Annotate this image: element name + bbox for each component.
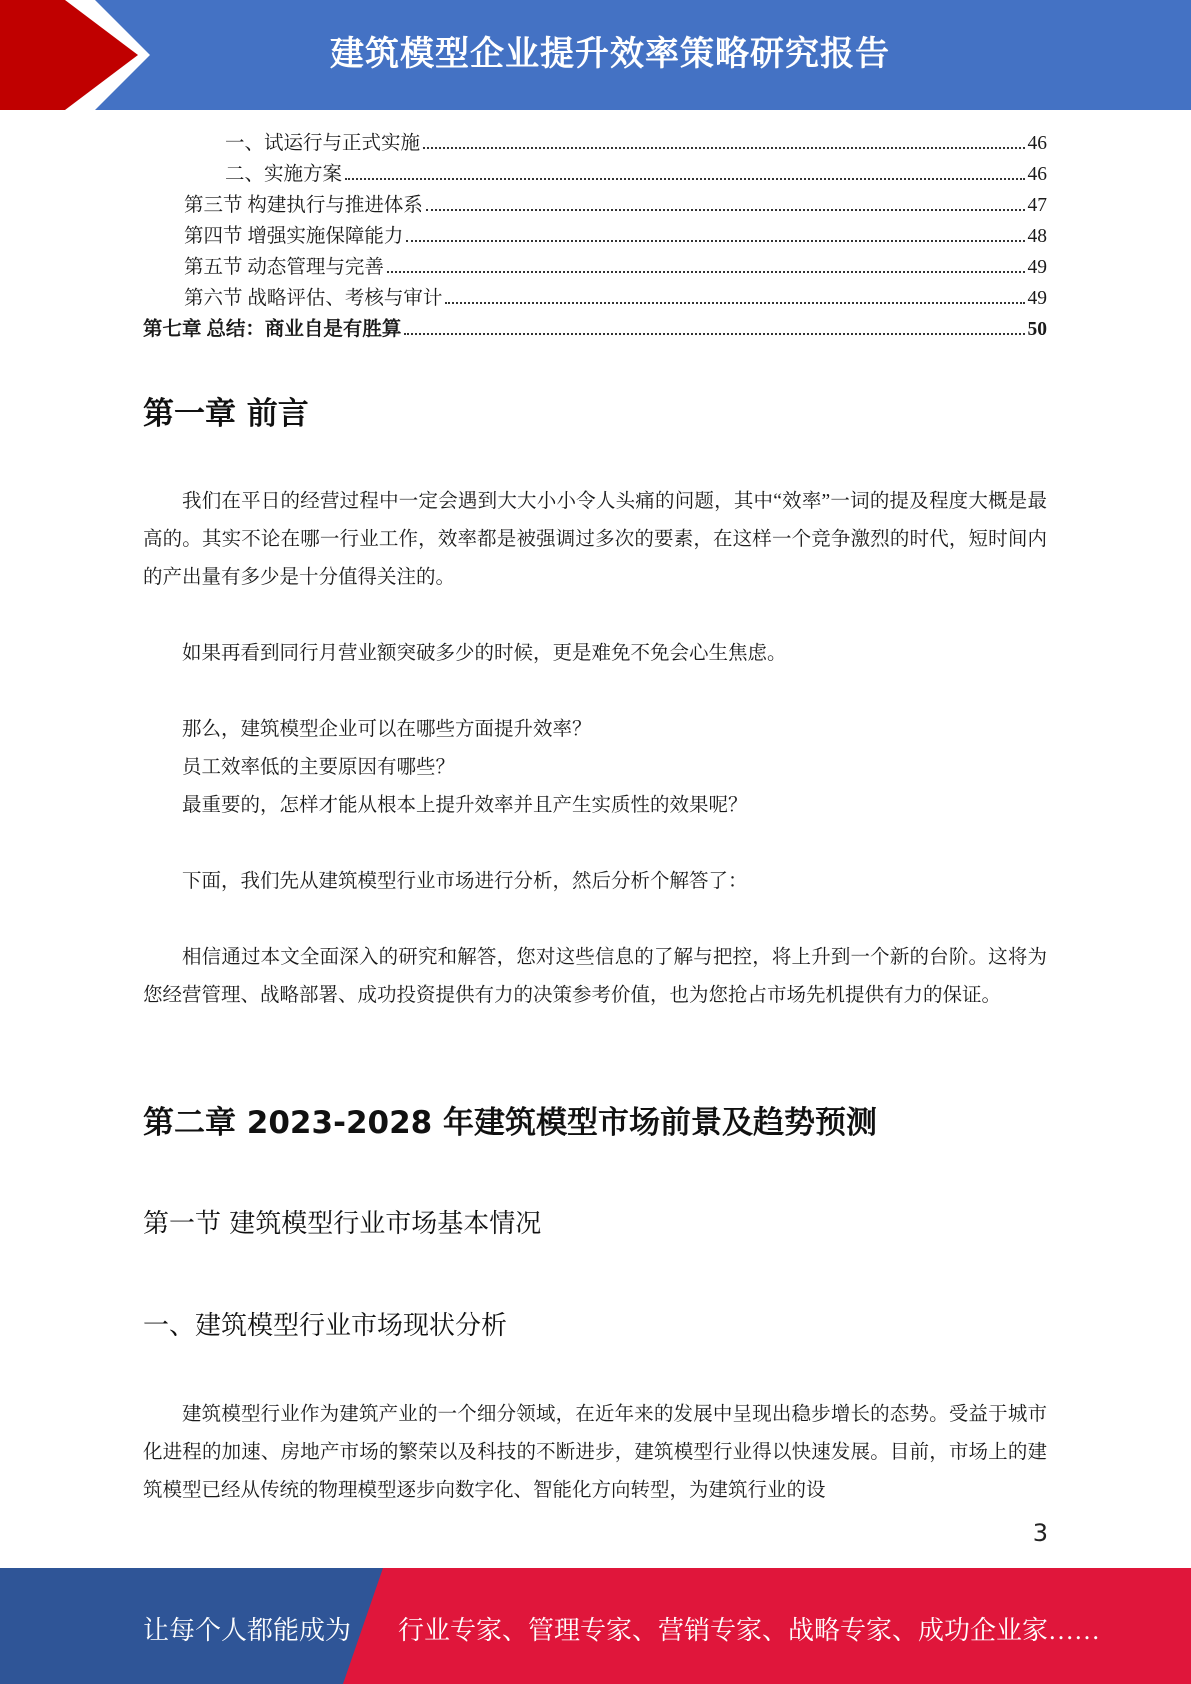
toc-leader-dots xyxy=(387,271,1025,273)
question-line: 员工效率低的主要原因有哪些？ xyxy=(182,757,456,778)
toc-entry-title: 第六节 战略评估、考核与审计 xyxy=(184,288,443,309)
toc-entry-page: 49 xyxy=(1027,288,1047,309)
footer-banner xyxy=(0,1568,1191,1684)
footer-slogan-right: 行业专家、管理专家、营销专家、战略专家、成功企业家…… xyxy=(398,1616,1101,1645)
chapter-heading: 第二章 2023-2028 年建筑模型市场前景及趋势预测 xyxy=(143,1105,878,1141)
toc-entry-title: 第四节 增强实施保障能力 xyxy=(184,226,404,247)
toc-leader-dots xyxy=(423,147,1024,149)
toc-entry-chapter[interactable] xyxy=(143,314,1047,345)
toc-leader-dots xyxy=(404,333,1024,335)
body-paragraph xyxy=(143,863,1047,901)
header-banner xyxy=(0,0,1191,110)
toc-entry[interactable] xyxy=(143,190,1047,221)
question-list xyxy=(143,711,1047,825)
body-paragraph xyxy=(143,939,1047,1015)
paragraph-text: 相信通过本文全面深入的研究和解答，您对这些信息的了解与把控，将上升到一个新的台阶。这将为您经营管理、战略部署、成功投资提供有力的决策参考价值，也为您抢占市场先机提供有力的保证。 xyxy=(143,947,1047,1006)
toc-entry-page: 46 xyxy=(1027,164,1047,185)
toc-entry-title: 第三节 构建执行与推进体系 xyxy=(184,195,423,216)
toc-entry[interactable] xyxy=(143,221,1047,252)
report-title: 建筑模型企业提升效率策略研究报告 xyxy=(330,34,890,74)
toc-entry-page: 49 xyxy=(1027,257,1047,278)
toc-entry[interactable] xyxy=(143,283,1047,314)
paragraph-text: 如果再看到同行月营业额突破多少的时候，更是难免不免会心生焦虑。 xyxy=(182,643,787,664)
paragraph-text: 下面，我们先从建筑模型行业市场进行分析，然后分析个解答了： xyxy=(182,871,748,892)
toc-entry-title: 第五节 动态管理与完善 xyxy=(184,257,384,278)
toc-entry-page: 46 xyxy=(1027,133,1047,154)
header-arrow-icon xyxy=(0,0,138,110)
toc-entry-page: 50 xyxy=(1027,319,1047,340)
table-of-contents xyxy=(143,128,1047,345)
toc-entry-title: 二、实施方案 xyxy=(225,164,343,185)
section-heading: 第一节 建筑模型行业市场基本情况 xyxy=(143,1209,542,1239)
toc-leader-dots xyxy=(406,240,1024,242)
body-paragraph xyxy=(143,1396,1047,1510)
question-line: 那么，建筑模型企业可以在哪些方面提升效率？ xyxy=(182,719,592,740)
paragraph-text: 建筑模型行业作为建筑产业的一个细分领域，在近年来的发展中呈现出稳步增长的态势。受益于城市化进程的加速、房地产市场的繁荣以及科技的不断进步，建筑模型行业得以快速发展。目前，市场上的建筑模型已经从传统的物理模型逐步向数字化、智能化方向转型，为建筑行业的设 xyxy=(143,1404,1047,1501)
chapter-heading: 第一章 前言 xyxy=(143,396,309,432)
toc-entry[interactable] xyxy=(143,252,1047,283)
toc-leader-dots xyxy=(345,178,1024,180)
toc-entry-page: 47 xyxy=(1027,195,1047,216)
body-paragraph xyxy=(143,483,1047,597)
toc-entry-page: 48 xyxy=(1027,226,1047,247)
paragraph-text: 我们在平日的经营过程中一定会遇到大大小小令人头痛的问题，其中“效率”一词的提及程度大概是最高的。其实不论在哪一行业工作，效率都是被强调过多次的要素，在这样一个竞争激烈的时代，短时间内的产出量有多少是十分值得关注的。 xyxy=(143,491,1047,588)
body-paragraph xyxy=(143,635,1047,673)
footer-slogan-left: 让每个人都能成为 xyxy=(143,1616,352,1645)
question-line: 最重要的，怎样才能从根本上提升效率并且产生实质性的效果呢？ xyxy=(182,795,748,816)
toc-leader-dots xyxy=(445,302,1024,304)
toc-leader-dots xyxy=(426,209,1025,211)
toc-entry-title: 第七章 总结：商业自是有胜算 xyxy=(143,319,402,340)
toc-entry-title: 一、试运行与正式实施 xyxy=(225,133,421,154)
toc-entry[interactable] xyxy=(143,159,1047,190)
page-number: 3 xyxy=(1032,1519,1048,1547)
toc-entry[interactable] xyxy=(143,128,1047,159)
subsection-heading: 一、建筑模型行业市场现状分析 xyxy=(143,1311,508,1341)
